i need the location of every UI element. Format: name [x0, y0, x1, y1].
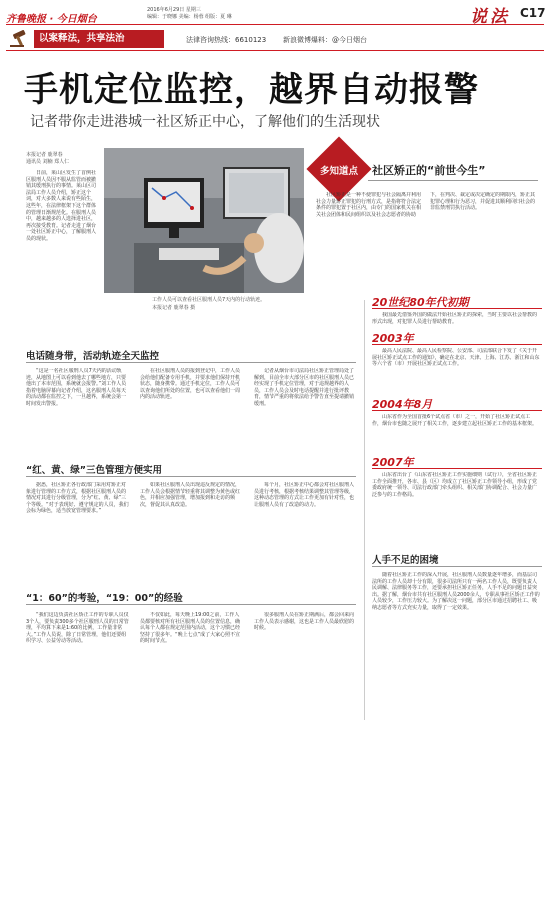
section-2-col-2: 如果社区服刑人员出现违反规定的情况，工作人员会根据情节轻重将其调整为黄色或红色，并相应加强管理，增加报到和走访的频次，督促其认真改造。: [140, 482, 241, 508]
subheadline: 记者带你走进港城一社区矫正中心，了解他们的生活现状: [30, 114, 380, 130]
timeline-rule-3: [372, 410, 542, 411]
page-number: C17: [520, 6, 546, 20]
headline: 手机定位监控，越界自动报警: [24, 70, 479, 110]
sidebar-tag-text: 多知道点: [319, 166, 358, 177]
box-text: 随着社区矫正工作的深入开展，社区服刑人员数量逐年增多，而基层司法所的工作人员却十分有限，很多司法所只有一两名工作人员，既要负责人民调解、法律服务等工作，还要承担社区矫正任务，人手不足的问题日益突出。据了解，烟台市共有社区服刑人员2000余人，专职从事社区矫正工作的人员较少，工作压力较大。为了解决这一问题，部分区市通过招聘社工、吸纳志愿者等方式充实力量，取得了一定效果。: [372, 572, 540, 611]
banner-slogan: [34, 30, 164, 48]
editors: 编辑：于晓娜 美编：杨蓉 组版：夏 琳: [147, 14, 232, 20]
timeline-year-3: 2004年8月: [372, 398, 433, 411]
section-3-col-3: 很多服刑人员在矫正期满后，都会回来向工作人员表示感谢，这也是工作人员最欣慰的时候。: [254, 612, 355, 632]
section-label-text: 说法: [470, 7, 510, 27]
section-2-rule: [26, 476, 356, 477]
section-3-col-1: “我们这边负责社区矫正工作的专职人员仅3个人，要负责300多个社区服刑人员的日常管理，平均算下来是1:60的比例，工作量非常大。”工作人员说，除了日常管理，他们还要组织学习、公益劳动等活动。: [26, 612, 129, 645]
timeline-rule-2: [372, 344, 542, 345]
masthead-title: 齐鲁晚报 · 今日烟台: [6, 14, 97, 25]
banner-rule: [6, 50, 544, 51]
banner-weibo: 新浪微博爆料：@今日烟台: [283, 36, 367, 44]
section-3-col-2: 不仅如此，每天晚上19:00之前，工作人员都要核对所有社区服刑人员的位置信息，确认每个人都在规定范围内活动，这个习惯已经坚持了很多年。“晚上七点”成了大家心照不宣的时间节点。: [140, 612, 241, 645]
banner-slogan-text: 以案释法，共享法治: [39, 33, 125, 44]
section-1-col-3: 记者从烟台市司法局社区矫正管理局处了解到，目前全市大部分区市的社区服刑人员已经实现了手机定位管理，对于违规越界的人员，工作人员会及时电话提醒并进行批评教育，情节严重的将依法给予警告直至提请撤销缓刑。: [254, 368, 355, 407]
box-title-rule: [372, 566, 542, 567]
section-2-col-3: 每个月，社区矫正中心都会对社区服刑人员进行考核，根据考核结果调整其管理等级，这种动态管理的方式让工作更加有针对性，也让服刑人员有了改造的动力。: [254, 482, 355, 508]
section-2-col-1: 据悉，社区矫正各行政部门采用对矫正对象进行管理的工作方式，根据社区服刑人员的情况对其进行分级管理，分为“红、黄、绿”三个等级。“对于表现好、遵守规定的人员，我们会标为绿色，适当放宽管理要求。”: [26, 482, 129, 515]
section-2-title: “红、黄、绿”三色管理方便实用: [26, 465, 162, 476]
lead-paragraph: 日前，莱山区发生了首例社区服刑人员因不服从监管而被撤销其缓刑执行的事情。莱山区司法局工作人员介绍，矫正这个词，对大多数人来说有些陌生，这些年，在法律框架下这个群体的管理日渐规范化。在服刑人员中，越来越多的人选择进社区，再次接受教育。记者走进了烟台一处社区矫正中心，了解服刑人员的现状。: [26, 170, 97, 242]
timeline-text-4: 山东省出台了《山东省社区矫正工作实施细则（试行）》，全省社区矫正工作全面推开，各市、县（区）均成立了社区矫正工作领导小组，形成了党委政府统一领导、司法行政部门牵头组织、相关部门协调配合、社会力量广泛参与的工作格局。: [372, 472, 538, 498]
sidebar-title-rule: [368, 180, 538, 181]
section-3-title: “1：60”的考验，“19：00”的经验: [26, 593, 183, 604]
section-1-rule: [26, 362, 356, 363]
header-rule: [6, 24, 544, 25]
photo-credit: 本报记者 鹿翠春 摄: [152, 305, 196, 311]
timeline-rule-4: [372, 468, 542, 469]
article-photo: [104, 148, 304, 293]
timeline-text-3: 山东省作为全国首批6个试点省（市）之一，开始了社区矫正试点工作，烟台市也随之展开了相关工作，逐步建立起社区矫正工作的基本框架。: [372, 414, 538, 427]
section-3-rule: [26, 604, 356, 605]
timeline-rule-1: [372, 308, 542, 309]
section-1-col-2: 在社区服刑人员的报到登记中，工作人员会给他们配备专用手机，并要求他们保持开机状态，随身携带。通过手机定位，工作人员可以查询他们所处的位置，也可以查看他们一周内的活动轨迹。: [140, 368, 241, 401]
column-divider: [364, 300, 365, 720]
timeline-text-1: 我国最先借鉴外国的做法开始社区矫正的探索，当时主要以社会帮教的形式出现，对犯罪人员进行帮助教育。: [372, 312, 538, 325]
box-title: 人手不足的困境: [372, 555, 439, 566]
byline: 本报记者 鹿翠春 通讯员 刘楠 郑人仁: [26, 152, 70, 165]
timeline-year-4: 2007年: [372, 456, 414, 469]
section-1-title: 电话随身带，活动轨迹全天监控: [26, 351, 160, 362]
masthead: [6, 7, 146, 25]
banner-hotline: 法律咨询热线：6610123: [186, 36, 267, 44]
timeline-year-2: 2003年: [372, 332, 414, 345]
sidebar-title: 社区矫正的“前世今生”: [372, 164, 486, 177]
timeline-text-2: 最高人民法院、最高人民检察院、公安部、司法部联合下发了《关于开展社区矫正试点工作的通知》，确定在北京、天津、上海、江苏、浙江和山东等六个省（市）开展社区矫正试点工作。: [372, 348, 540, 368]
gavel-icon: [8, 30, 32, 48]
sidebar-intro: 社区矫正是一种不使罪犯与社会隔离并利用社会力量矫正罪犯的行刑方式，是指将符合法定条件的罪犯置于社区内，由专门的国家机关在相关社会团体和民间组织以及社会志愿者的协助下，在判决、裁定或决定确定的期限内，矫正其犯罪心理和行为恶习，并促进其顺利回归社会的非监禁刑罚执行活动。: [316, 192, 536, 218]
section-1-col-1: “这是一名社区服刑人员7天内的活动轨迹，从地图上可以看到他去了哪些地方，只要他出了本市范围，系统就会报警。”刘工作人员指着电脑屏幕向记者介绍，这名服刑人员每天的活动都在监控之下，一旦越界，系统会第一时间发出警报。: [26, 368, 127, 407]
issue-date: 2016年6月29日 星期三: [147, 7, 201, 13]
photo-caption: 工作人员可以查看社区服刑人员7天内的行动轨迹。: [152, 297, 266, 303]
timeline-year-1: 20世纪80年代初期: [372, 296, 469, 309]
